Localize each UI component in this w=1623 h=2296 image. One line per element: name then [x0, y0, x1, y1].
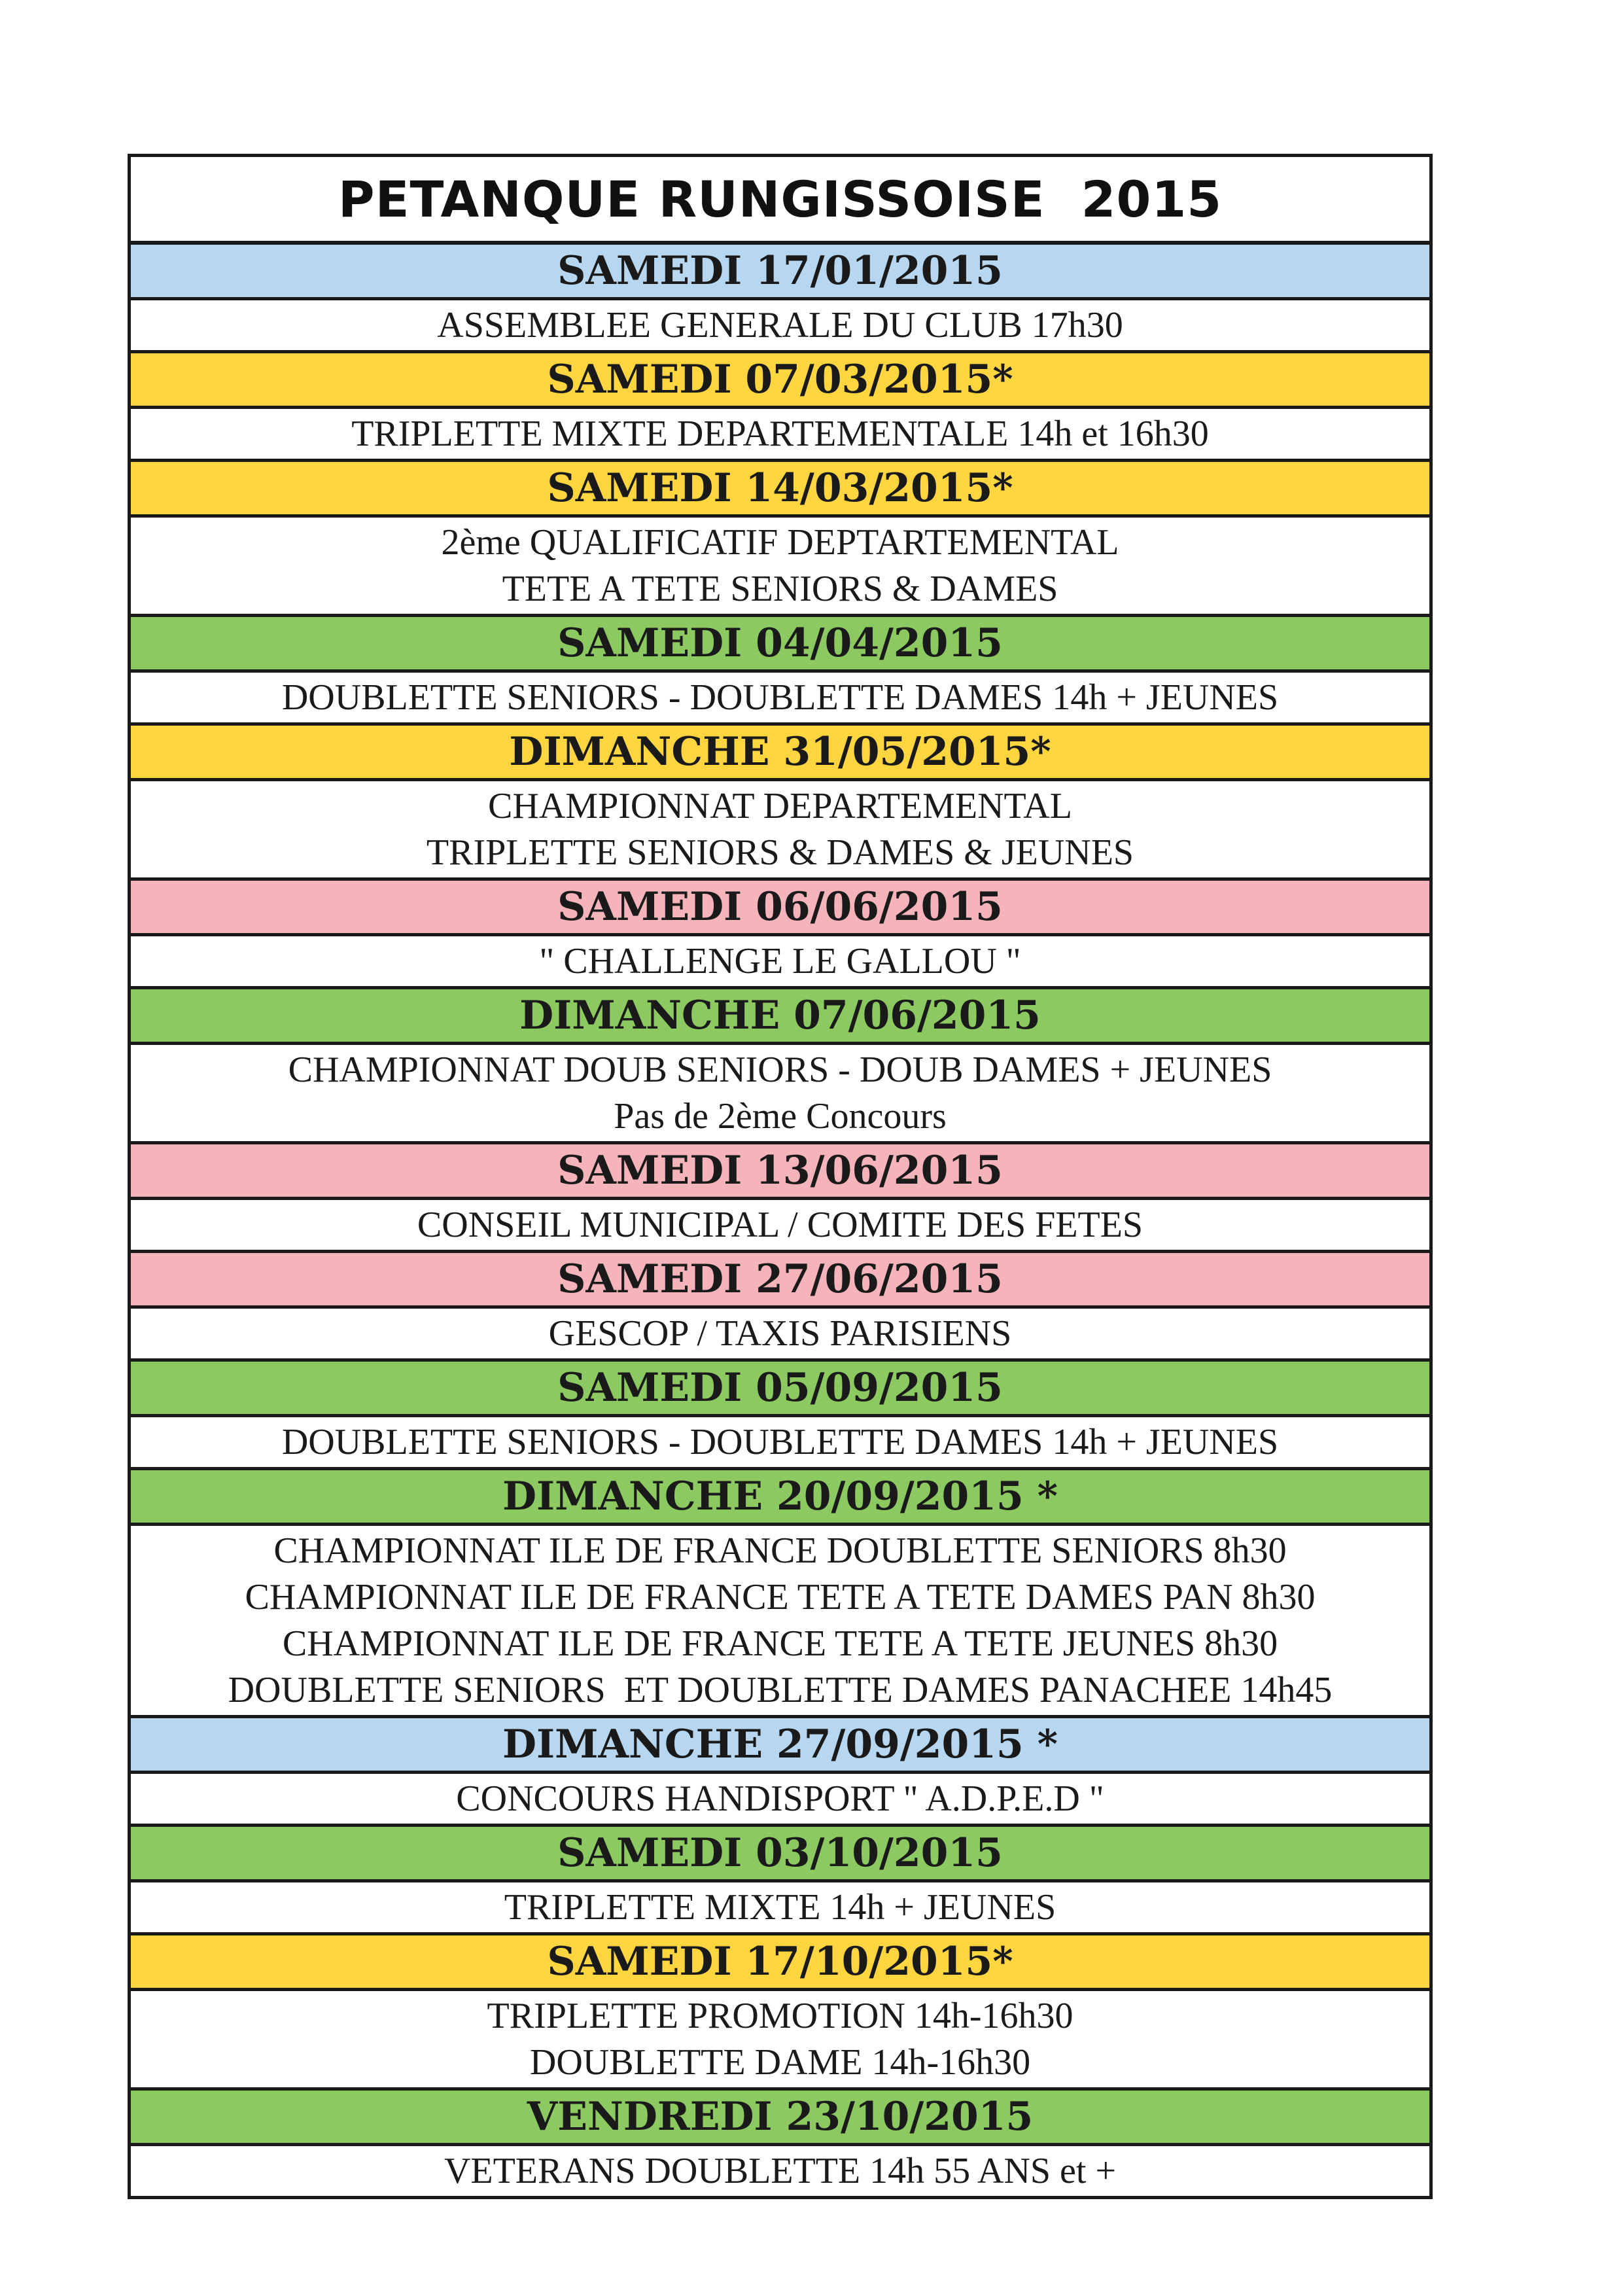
event-date: SAMEDI 04/04/2015 [131, 617, 1429, 673]
event-row [131, 1470, 1429, 1718]
event-detail-line: 2ème QUALIFICATIF DEPTARTEMENTAL [441, 521, 1119, 563]
event-row [131, 245, 1429, 353]
event-description [131, 781, 1429, 881]
event-detail-line: TRIPLETTE SENIORS & DAMES & JEUNES [426, 832, 1134, 873]
event-row [131, 1935, 1429, 2091]
event-detail-line: DOUBLETTE SENIORS - DOUBLETTE DAMES 14h + JEUNES [281, 1421, 1279, 1462]
event-date: SAMEDI 07/03/2015* [131, 353, 1429, 409]
event-date: SAMEDI 17/01/2015 [131, 245, 1429, 300]
event-detail-line: CHAMPIONNAT ILE DE FRANCE TETE A TETE DAMES PAN 8h30 [245, 1576, 1316, 1617]
event-description [131, 1045, 1429, 1144]
event-date: DIMANCHE 31/05/2015* [131, 726, 1429, 781]
event-detail-line: CHAMPIONNAT DOUB SENIORS - DOUB DAMES + JEUNES [288, 1049, 1272, 1090]
event-date: SAMEDI 06/06/2015 [131, 881, 1429, 936]
event-detail-line: CHAMPIONNAT ILE DE FRANCE TETE A TETE JEUNES 8h30 [282, 1623, 1278, 1664]
event-description [131, 1526, 1429, 1718]
event-row [131, 1827, 1429, 1935]
event-detail-line: CONCOURS HANDISPORT " A.D.P.E.D " [456, 1778, 1104, 1819]
event-date: SAMEDI 14/03/2015* [131, 462, 1429, 518]
event-detail-line: Pas de 2ème Concours [614, 1095, 947, 1137]
event-description [131, 1882, 1429, 1935]
event-description [131, 1309, 1429, 1362]
event-detail-line: TETE A TETE SENIORS & DAMES [502, 568, 1058, 609]
event-description [131, 1200, 1429, 1253]
event-date: SAMEDI 17/10/2015* [131, 1935, 1429, 1991]
event-row [131, 2091, 1429, 2196]
event-detail-line: CHAMPIONNAT ILE DE FRANCE DOUBLETTE SENIORS 8h30 [273, 1530, 1287, 1571]
event-date: DIMANCHE 27/09/2015 * [131, 1718, 1429, 1774]
event-row [131, 1718, 1429, 1827]
event-detail-line: DOUBLETTE DAME 14h-16h30 [529, 2041, 1031, 2083]
event-description [131, 1991, 1429, 2091]
event-detail-line: TRIPLETTE PROMOTION 14h-16h30 [487, 1995, 1073, 2036]
event-row [131, 1253, 1429, 1362]
event-description [131, 300, 1429, 353]
event-date: DIMANCHE 20/09/2015 * [131, 1470, 1429, 1526]
event-description [131, 409, 1429, 462]
event-detail-line: ASSEMBLEE GENERALE DU CLUB 17h30 [437, 304, 1123, 345]
event-row [131, 1362, 1429, 1470]
event-detail-line: DOUBLETTE SENIORS - DOUBLETTE DAMES 14h + JEUNES [281, 677, 1279, 718]
event-list [131, 245, 1429, 2196]
event-detail-line: CONSEIL MUNICIPAL / COMITE DES FETES [417, 1204, 1143, 1245]
event-description [131, 1417, 1429, 1470]
event-row [131, 617, 1429, 726]
event-row [131, 353, 1429, 462]
event-date: SAMEDI 03/10/2015 [131, 1827, 1429, 1882]
event-row [131, 1144, 1429, 1253]
schedule-title: PETANQUE RUNGISSOISE 2015 [131, 157, 1429, 245]
event-date: DIMANCHE 07/06/2015 [131, 989, 1429, 1045]
schedule-table [128, 154, 1433, 2199]
event-detail-line: CHAMPIONNAT DEPARTEMENTAL [488, 785, 1072, 826]
event-row [131, 726, 1429, 881]
event-description [131, 673, 1429, 726]
event-detail-line: " CHALLENGE LE GALLOU " [539, 940, 1021, 981]
event-description [131, 1774, 1429, 1827]
event-detail-line: VETERANS DOUBLETTE 14h 55 ANS et + [444, 2150, 1117, 2191]
event-row [131, 881, 1429, 989]
event-description [131, 2146, 1429, 2196]
event-description [131, 936, 1429, 989]
event-date: SAMEDI 05/09/2015 [131, 1362, 1429, 1417]
event-detail-line: GESCOP / TAXIS PARISIENS [548, 1313, 1012, 1354]
event-detail-line: DOUBLETTE SENIORS ET DOUBLETTE DAMES PANACHEE 14h45 [228, 1669, 1333, 1710]
event-detail-line: TRIPLETTE MIXTE DEPARTEMENTALE 14h et 16h30 [351, 413, 1209, 454]
event-row [131, 989, 1429, 1144]
event-detail-line: TRIPLETTE MIXTE 14h + JEUNES [504, 1886, 1056, 1928]
event-row [131, 462, 1429, 617]
event-date: VENDREDI 23/10/2015 [131, 2091, 1429, 2146]
event-description [131, 518, 1429, 617]
event-date: SAMEDI 27/06/2015 [131, 1253, 1429, 1309]
event-date: SAMEDI 13/06/2015 [131, 1144, 1429, 1200]
